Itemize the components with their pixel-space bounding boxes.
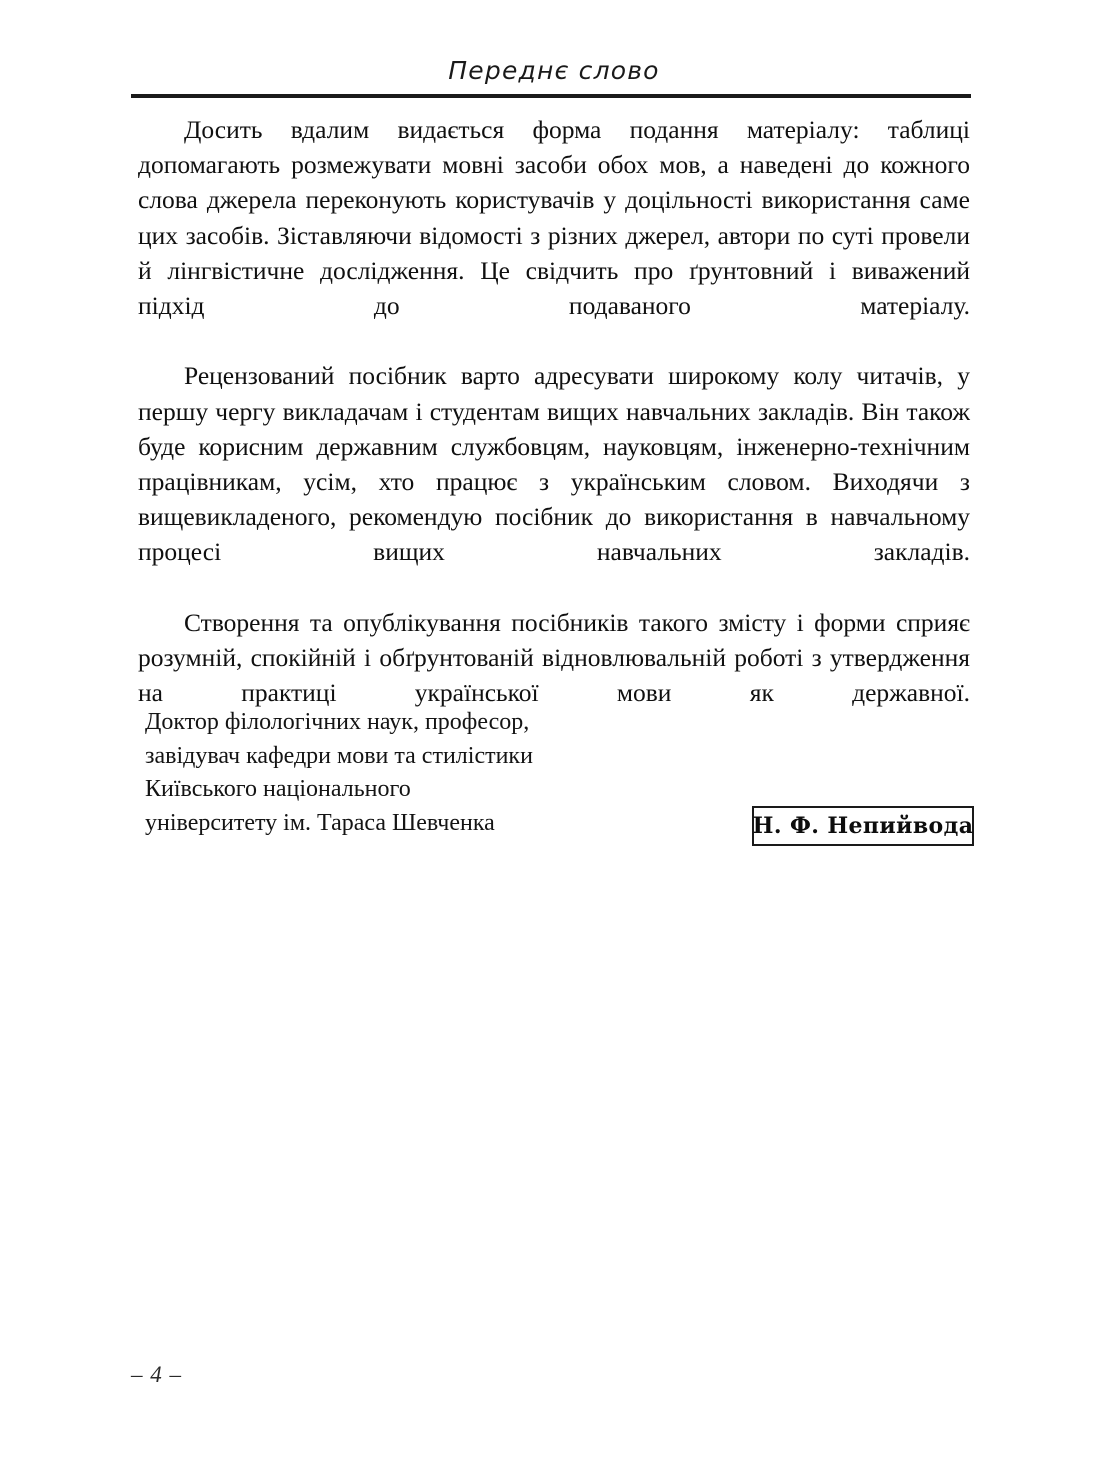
reviewer-name: Н. Ф. Непийвода	[752, 813, 974, 839]
signature-line: завідувач кафедри мови та стилістики	[145, 742, 533, 769]
paragraph: Створення та опублікування посібників такого змісту і форми сприяє розумній, спокійній і обґрунтованій відновлювальній роботі з утвердження на практиці української мови як державної.	[138, 607, 970, 708]
page-number: – 4 –	[131, 1362, 182, 1387]
paragraph: Рецензований посібник варто адресувати широкому колу читачів, у першу чергу викладачам і студентам вищих навчальних закладів. Він також буде корисним державним службовцям, науковцям, інженерно-технічним працівникам, усім, хто працює з українським словом. Виходячи з вищевикладеного, рекомендую посібник до використання в навчальному процесі вищих навчальних закладів.	[138, 361, 970, 567]
running-head-text: Переднє слово	[448, 56, 660, 85]
header-rule-divider	[131, 94, 971, 98]
paragraph: Досить вдалим видається форма подання матеріалу: таблиці допомагають розмежувати мовні засоби обох мов, а наведені до кожного слова джерела переконують користувачів у доцільності використання саме цих засобів. Зіставляючи відомості з різних джерел, автори по суті провели й лінгвістичне дослідження. Це свідчить про ґрунтовний і виважений підхід до подаваного матеріалу.	[138, 115, 970, 321]
body-text-column	[138, 112, 970, 746]
signature-block	[145, 706, 745, 840]
signature-line: університету ім. Тараса Шевченка	[145, 809, 495, 836]
running-head	[138, 56, 970, 85]
signature-line: Доктор філологічних наук, професор,	[145, 709, 530, 735]
reviewer-name-box	[752, 806, 974, 846]
signature-line: Київського національного	[145, 776, 411, 802]
